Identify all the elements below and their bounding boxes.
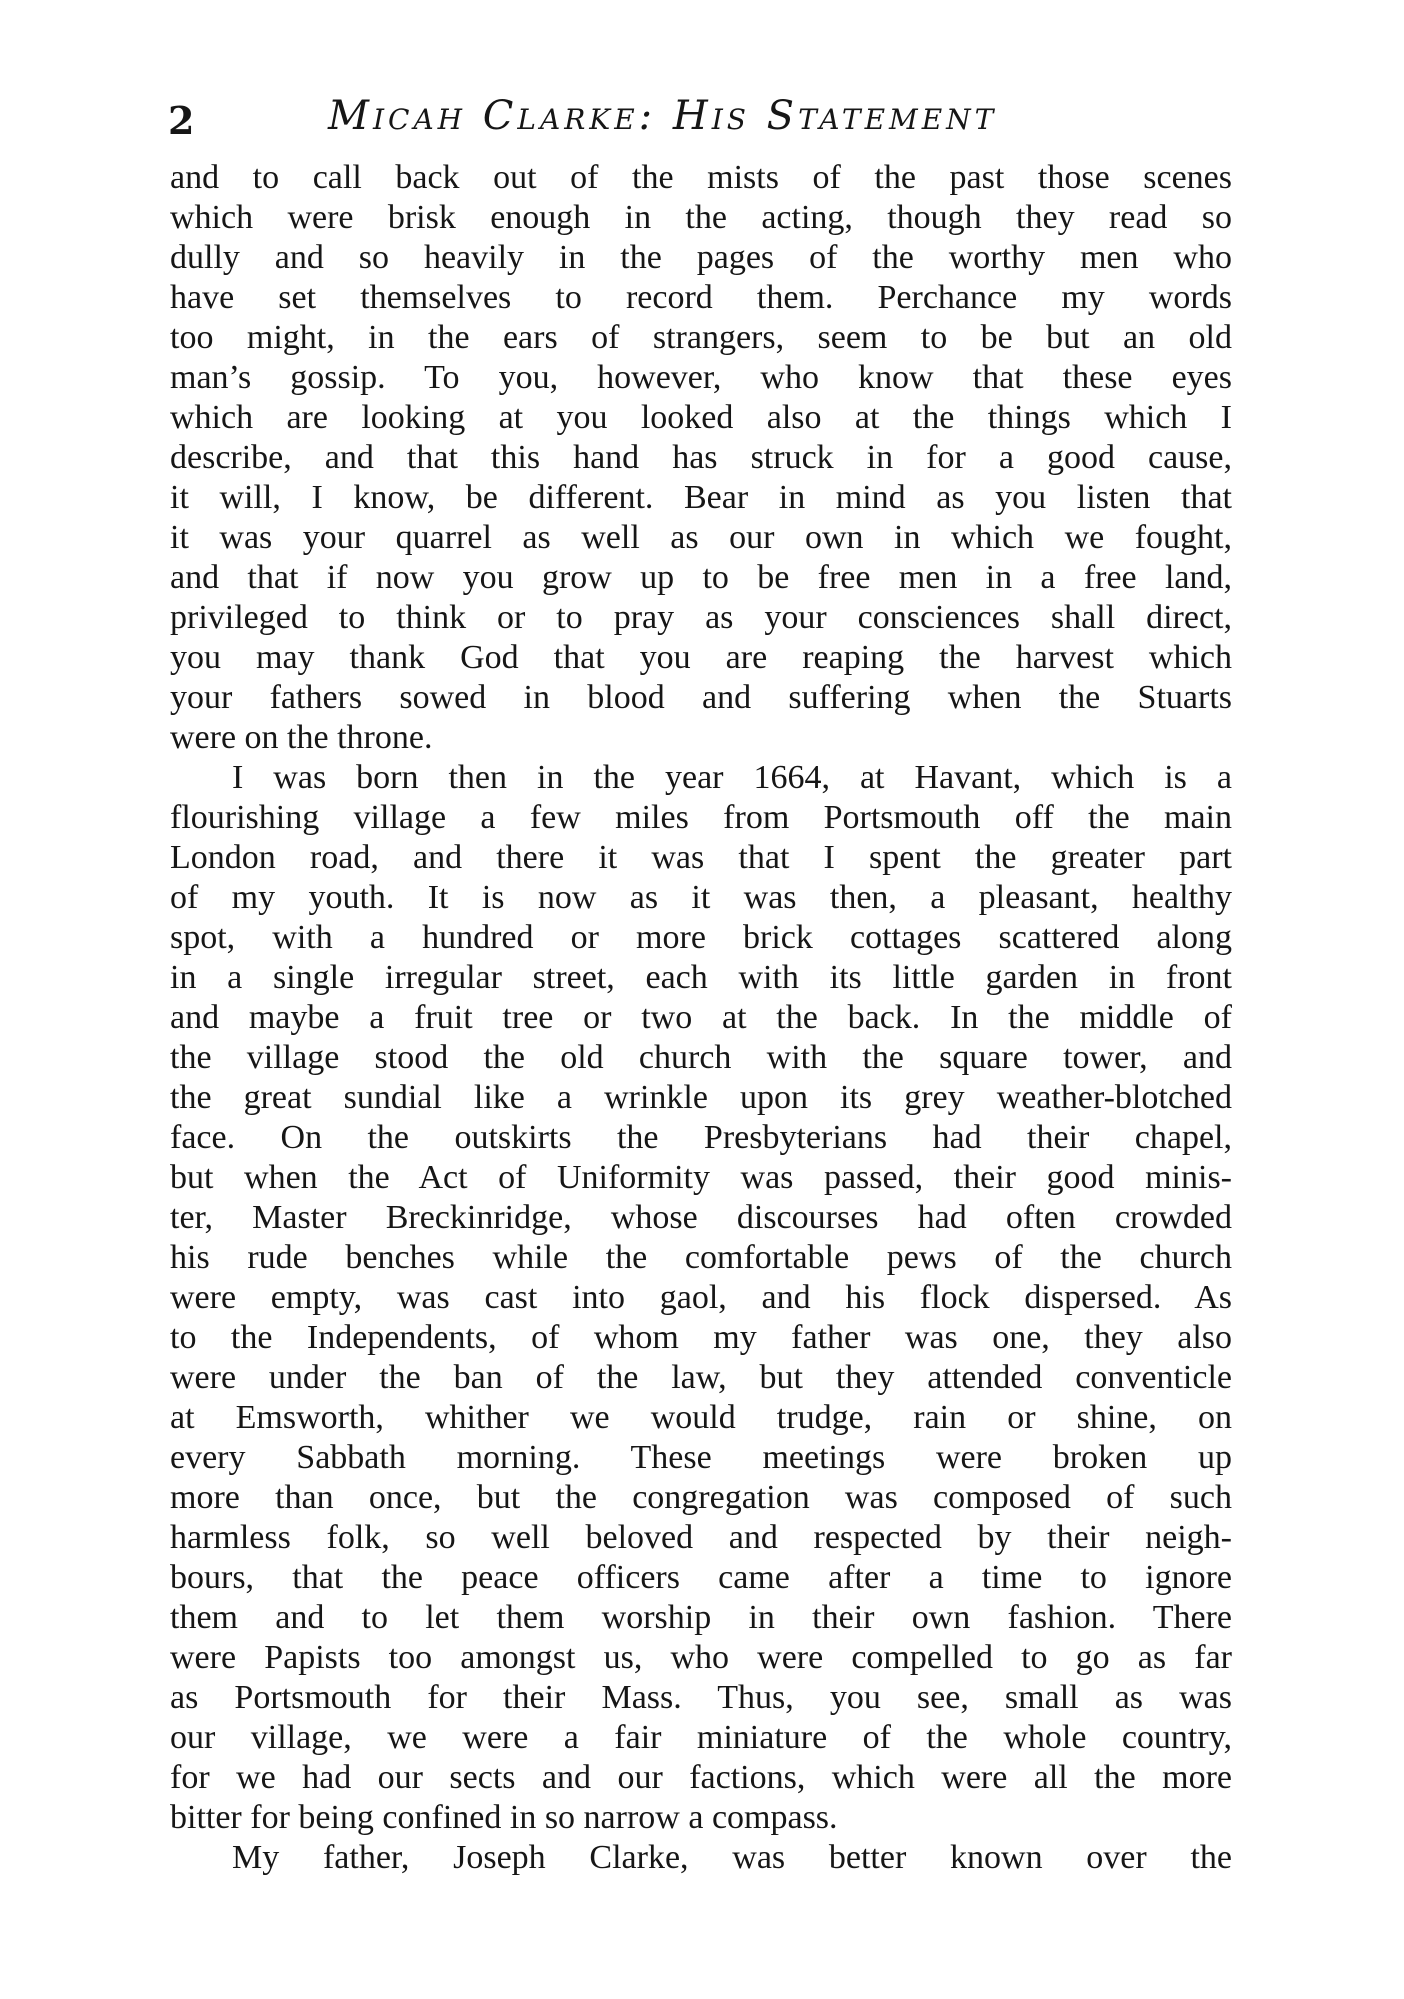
- text-line: bitter for being confined in so narrow a compass.: [170, 1799, 838, 1836]
- text-line: I was born then in the year 1664, at Havant, which is a: [232, 759, 1232, 796]
- running-head: [168, 90, 1228, 150]
- text-line: it was your quarrel as well as our own in which we fought,: [170, 519, 1232, 556]
- text-line: were empty, was cast into gaol, and his flock dispersed. As: [170, 1279, 1232, 1316]
- text-line: dully and so heavily in the pages of the worthy men who: [170, 239, 1232, 276]
- text-line: the great sundial like a wrinkle upon its grey weather-blotched: [170, 1079, 1232, 1116]
- text-line: your fathers sowed in blood and suffering when the Stuarts: [170, 679, 1232, 716]
- text-line: for we had our sects and our factions, which were all the more: [170, 1759, 1232, 1796]
- text-line: to the Independents, of whom my father was one, they also: [170, 1319, 1232, 1356]
- text-line: and to call back out of the mists of the past those scenes: [170, 159, 1232, 196]
- text-line: too might, in the ears of strangers, seem to be but an old: [170, 319, 1232, 356]
- running-head-title: Micah Clarke: His Statement: [328, 93, 998, 139]
- text-line: it will, I know, be different. Bear in mind as you listen that: [170, 479, 1232, 516]
- text-line: you may thank God that you are reaping the harvest which: [170, 639, 1232, 676]
- text-line: describe, and that this hand has struck in for a good cause,: [170, 439, 1232, 476]
- text-line: were under the ban of the law, but they attended conventicle: [170, 1359, 1232, 1396]
- text-line: have set themselves to record them. Perchance my words: [170, 279, 1232, 316]
- text-line: man’s gossip. To you, however, who know that these eyes: [170, 359, 1232, 396]
- text-line: as Portsmouth for their Mass. Thus, you see, small as was: [170, 1679, 1232, 1716]
- text-line: and that if now you grow up to be free men in a free land,: [170, 559, 1232, 596]
- text-line: in a single irregular street, each with its little garden in front: [170, 959, 1232, 996]
- text-line: our village, we were a fair miniature of the whole country,: [170, 1719, 1232, 1756]
- text-line: and maybe a fruit tree or two at the back. In the middle of: [170, 999, 1232, 1036]
- text-line: were Papists too amongst us, who were compelled to go as far: [170, 1639, 1232, 1676]
- text-line: privileged to think or to pray as your consciences shall direct,: [170, 599, 1232, 636]
- text-line: every Sabbath morning. These meetings were broken up: [170, 1439, 1232, 1476]
- text-line: them and to let them worship in their own fashion. There: [170, 1599, 1232, 1636]
- text-line: of my youth. It is now as it was then, a pleasant, healthy: [170, 879, 1232, 916]
- text-line: but when the Act of Uniformity was passed, their good minis-: [170, 1159, 1232, 1196]
- text-line: the village stood the old church with the square tower, and: [170, 1039, 1232, 1076]
- text-line: were on the throne.: [170, 719, 433, 756]
- text-line: at Emsworth, whither we would trudge, rain or shine, on: [170, 1399, 1232, 1436]
- body-text: [170, 158, 1232, 1878]
- text-line: which were brisk enough in the acting, though they read so: [170, 199, 1232, 236]
- text-line: My father, Joseph Clarke, was better known over the: [232, 1839, 1232, 1876]
- text-line: spot, with a hundred or more brick cottages scattered along: [170, 919, 1232, 956]
- text-line: harmless folk, so well beloved and respected by their neigh-: [170, 1519, 1232, 1556]
- text-line: face. On the outskirts the Presbyterians had their chapel,: [170, 1119, 1232, 1156]
- text-line: bours, that the peace officers came after a time to ignore: [170, 1559, 1232, 1596]
- text-line: ter, Master Breckinridge, whose discourses had often crowded: [170, 1199, 1232, 1236]
- text-line: London road, and there it was that I spent the greater part: [170, 839, 1232, 876]
- text-line: which are looking at you looked also at the things which I: [170, 399, 1232, 436]
- page-number: 2: [168, 98, 195, 143]
- text-line: more than once, but the congregation was composed of such: [170, 1479, 1232, 1516]
- text-line: flourishing village a few miles from Portsmouth off the main: [170, 799, 1232, 836]
- text-line: his rude benches while the comfortable pews of the church: [170, 1239, 1232, 1276]
